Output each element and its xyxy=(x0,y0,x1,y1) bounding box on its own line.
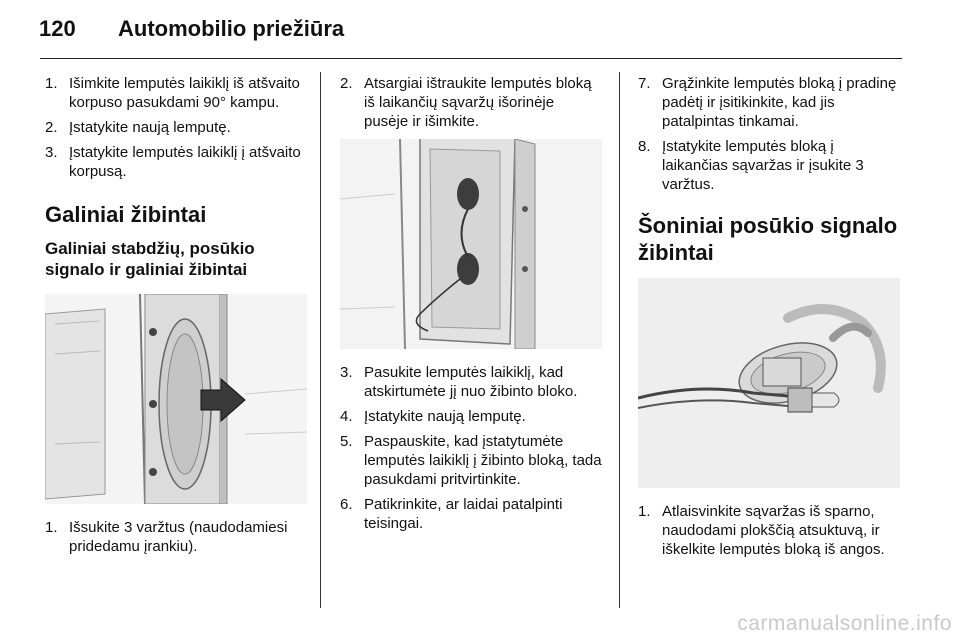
section-subheading: Galiniai stabdžių, posūkio signalo ir galiniai žibintai xyxy=(45,239,255,279)
list-item: 3. Įstatykite lemputės laikiklį į atšvaito korpusą. xyxy=(45,144,301,180)
watermark: carmanualsonline.info xyxy=(737,612,952,635)
list-item: 6. Patikrinkite, ar laidai patalpinti teisingai. xyxy=(340,496,563,532)
page-number: 120 xyxy=(39,16,76,41)
col3-steps-top xyxy=(638,74,902,194)
list-item: 8. Įstatykite lemputės bloką į laikančias sąvaržas ir įsukite 3 varžtus. xyxy=(638,138,864,193)
list-item: 5. Paspauskite, kad įstatytumėte lemputės laikiklį į žibinto bloką, tada pasukdami pritvirtinkite. xyxy=(340,433,602,488)
lamp-unit-illustration xyxy=(340,139,602,349)
column-divider-2 xyxy=(619,72,620,608)
header-rule xyxy=(40,58,902,59)
page-header xyxy=(0,0,960,58)
figure-lamp-unit-removal xyxy=(340,139,602,349)
figure-side-indicator xyxy=(638,278,900,488)
list-item: 1. Išimkite lemputės laikiklį iš atšvaito korpuso pasukdami 90° kampu. xyxy=(45,75,300,111)
col1-steps-top xyxy=(45,74,307,181)
section-heading: Galiniai žibintai xyxy=(45,202,207,227)
list-item: 7. Grąžinkite lemputės bloką į pradinę padėtį ir įsitikinkite, kad jis patalpintas tinkamai. xyxy=(638,75,897,130)
column-3 xyxy=(638,74,902,565)
side-indicator-illustration xyxy=(638,278,900,488)
section-heading: Šoniniai posūkio signalo žibintai xyxy=(638,213,898,265)
tail-lamp-illustration xyxy=(45,294,307,504)
list-item: 1. Išsukite 3 varžtus (naudodamiesi pridedamu įrankiu). xyxy=(45,519,288,555)
col2-steps-bottom xyxy=(340,363,602,533)
list-item: 1. Atlaisvinkite sąvaržas iš sparno, naudodami plokščią atsuktuvą, ir iškelkite lemputės bloką iš angos. xyxy=(638,503,885,558)
column-1 xyxy=(45,74,307,562)
list-item: 2. Atsargiai ištraukite lemputės bloką iš laikančių sąvaržų išorinėje pusėje ir išimkite. xyxy=(340,75,592,130)
column-2 xyxy=(340,74,602,539)
col3-steps-bottom xyxy=(638,502,902,559)
list-item: 4. Įstatykite naują lemputę. xyxy=(340,408,526,425)
column-divider-1 xyxy=(320,72,321,608)
list-item: 3. Pasukite lemputės laikiklį, kad atskirtumėte jį nuo žibinto bloko. xyxy=(340,364,578,400)
list-item: 2. Įstatykite naują lemputę. xyxy=(45,119,231,136)
col1-steps-bottom xyxy=(45,518,307,556)
figure-tail-lamp-screws xyxy=(45,294,307,504)
page-title: Automobilio priežiūra xyxy=(118,16,345,41)
